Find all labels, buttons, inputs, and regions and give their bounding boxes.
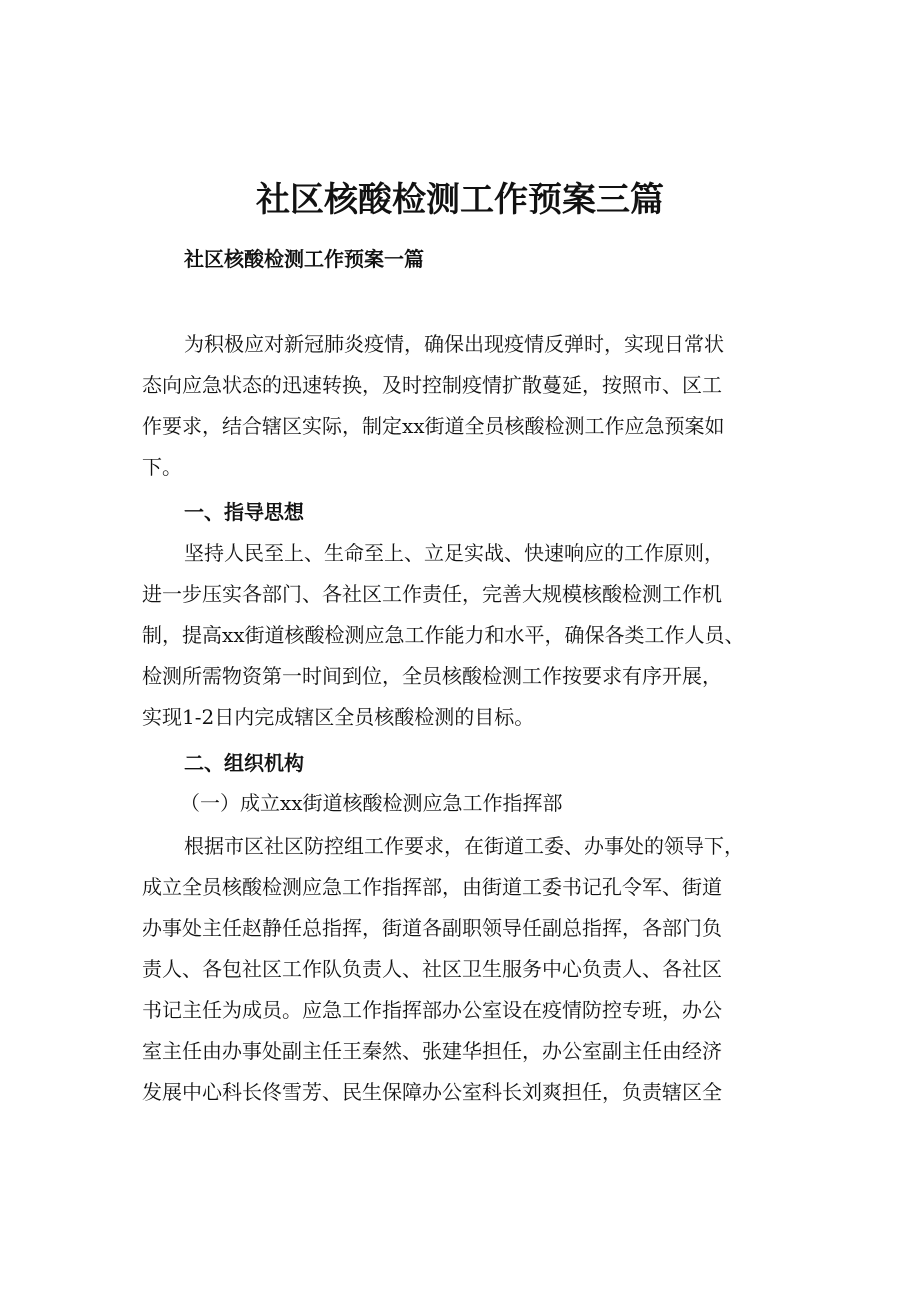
- text-line: 责人、各包社区工作队负责人、社区卫生服务中心负责人、各社区: [142, 957, 722, 981]
- text-line: 作要求，结合辖区实际，制定xx街道全员核酸检测工作应急预案如: [142, 414, 725, 438]
- text-line: 制，提高xx街道核酸检测应急工作能力和水平，确保各类工作人员、: [142, 623, 745, 647]
- text-line: 检测所需物资第一时间到位，全员核酸检测工作按要求有序开展，: [142, 664, 722, 688]
- section-heading-guiding-ideology: 一、指导思想: [184, 500, 304, 524]
- section-heading-organization: 二、组织机构: [184, 751, 304, 775]
- text-line: 成立全员核酸检测应急工作指挥部，由街道工委书记孔令军、街道: [142, 875, 722, 899]
- text-line: 态向应急状态的迅速转换，及时控制疫情扩散蔓延，按照市、区工: [142, 373, 722, 397]
- text-line: 下。: [142, 455, 182, 479]
- text-line: 坚持人民至上、生命至上、立足实战、快速响应的工作原则，: [184, 541, 724, 565]
- text-line: 办事处主任赵静任总指挥，街道各副职领导任副总指挥，各部门负: [142, 916, 722, 940]
- text-line: 发展中心科长佟雪芳、民生保障办公室科长刘爽担任，负责辖区全: [142, 1080, 722, 1104]
- text-line: 进一步压实各部门、各社区工作责任，完善大规模核酸检测工作机: [142, 582, 722, 606]
- document-title: 社区核酸检测工作预案三篇: [256, 180, 664, 220]
- intro-paragraph: [142, 324, 802, 488]
- subsection-heading-command-center: （一）成立xx街道核酸检测应急工作指挥部: [180, 791, 563, 815]
- text-line: 实现1-2日内完成辖区全员核酸检测的目标。: [142, 705, 535, 729]
- text-line: 根据市区社区防控组工作要求，在街道工委、办事处的领导下，: [184, 834, 744, 858]
- text-line: 室主任由办事处副主任王秦然、张建华担任，办公室副主任由经济: [142, 1039, 722, 1063]
- organization-paragraph: [142, 826, 802, 1113]
- text-line: 书记主任为成员。应急工作指挥部办公室设在疫情防控专班，办公: [142, 998, 722, 1022]
- text-line: 为积极应对新冠肺炎疫情，确保出现疫情反弹时，实现日常状: [184, 332, 724, 356]
- document-subtitle: 社区核酸检测工作预案一篇: [184, 247, 424, 271]
- guiding-ideology-paragraph: [142, 533, 802, 738]
